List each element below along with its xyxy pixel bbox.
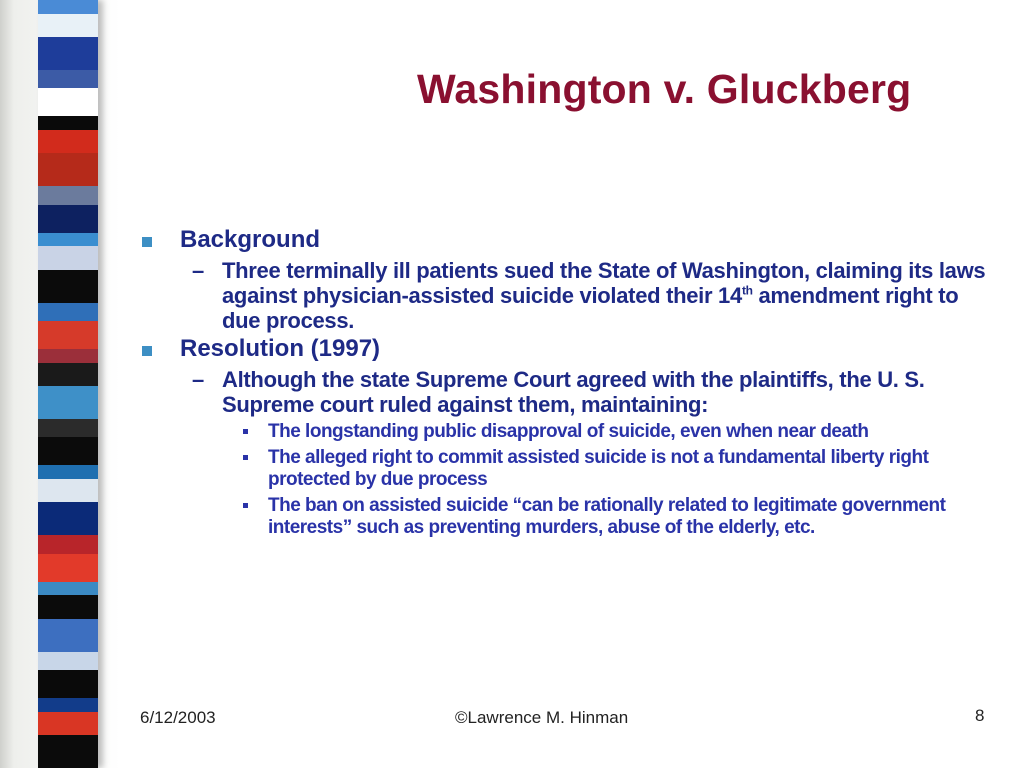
stripe-band [38, 186, 98, 204]
bullet-resolution [140, 335, 990, 363]
ordinal-superscript: th [741, 283, 753, 298]
stripe-band [38, 70, 98, 88]
stripe-band [38, 670, 98, 698]
stripe-band [38, 88, 98, 116]
slide-title: Washington v. Gluckberg [417, 66, 912, 112]
bullet-background [140, 226, 990, 254]
stripe-band [38, 246, 98, 269]
stripe-band [38, 153, 98, 186]
stripe-band [38, 735, 98, 768]
stripe-band [38, 349, 98, 363]
stripe-band [38, 437, 98, 465]
stripe-band [38, 535, 98, 553]
stripe-band [38, 619, 98, 652]
subitem-resolution-detail [140, 367, 990, 417]
stripe-band [38, 419, 98, 437]
stripe-band [38, 582, 98, 596]
stripe-band [38, 502, 98, 535]
stripe-band [38, 321, 98, 349]
stripe-band [38, 233, 98, 247]
stripe-band [38, 652, 98, 670]
point-text: The alleged right to commit assisted suicide is not a fundamental liberty right protected by due process [268, 447, 929, 490]
slide-content [140, 224, 990, 539]
subitem-text: Although the state Supreme Court agreed with the plaintiffs, the U. S. Supreme court ruled against them, maintaining: [222, 367, 925, 417]
stripe-band [38, 205, 98, 233]
small-square-bullet-icon [243, 429, 248, 434]
stripe-band [38, 116, 98, 130]
bullet-heading: Resolution (1997) [180, 335, 381, 362]
stripe-band [38, 465, 98, 479]
square-bullet-icon [142, 346, 152, 356]
point-government-interests [140, 495, 990, 539]
footer-copyright: ©Lawrence M. Hinman [455, 708, 629, 727]
point-not-fundamental-right [140, 447, 990, 491]
dash-bullet-icon: – [192, 367, 204, 392]
small-square-bullet-icon [243, 503, 248, 508]
point-disapproval [140, 421, 990, 443]
decorative-stripe-bar [38, 0, 98, 768]
footer-date: 6/12/2003 [140, 708, 216, 727]
stripe-band [38, 698, 98, 712]
square-bullet-icon [142, 237, 152, 247]
point-text: The longstanding public disapproval of suicide, even when near death [268, 421, 869, 442]
stripe-band [38, 554, 98, 582]
subitem-background-detail [140, 258, 990, 333]
stripe-band [38, 14, 98, 37]
subitem-text: Three terminally ill patients sued the State of Washington, claiming its laws against physician-assisted suicide violated their 14 [222, 258, 986, 308]
small-square-bullet-icon [243, 455, 248, 460]
stripe-band [38, 363, 98, 386]
stripe-band [38, 303, 98, 321]
stripe-band [38, 595, 98, 618]
stripe-band [38, 270, 98, 303]
bullet-heading: Background [180, 226, 321, 253]
stripe-band [38, 0, 98, 14]
stripe-band [38, 37, 98, 70]
footer-page-number: 8 [975, 706, 985, 725]
stripe-band [38, 712, 98, 735]
point-text: The ban on assisted suicide “can be rationally related to legitimate government interests” such as preventing murders, abuse of the elderly, etc. [268, 495, 946, 538]
stripe-band [38, 479, 98, 502]
stripe-band [38, 386, 98, 419]
stripe-band [38, 130, 98, 153]
dash-bullet-icon: – [192, 258, 204, 283]
subitem-text-continued: amendment right to due process. [222, 283, 959, 333]
